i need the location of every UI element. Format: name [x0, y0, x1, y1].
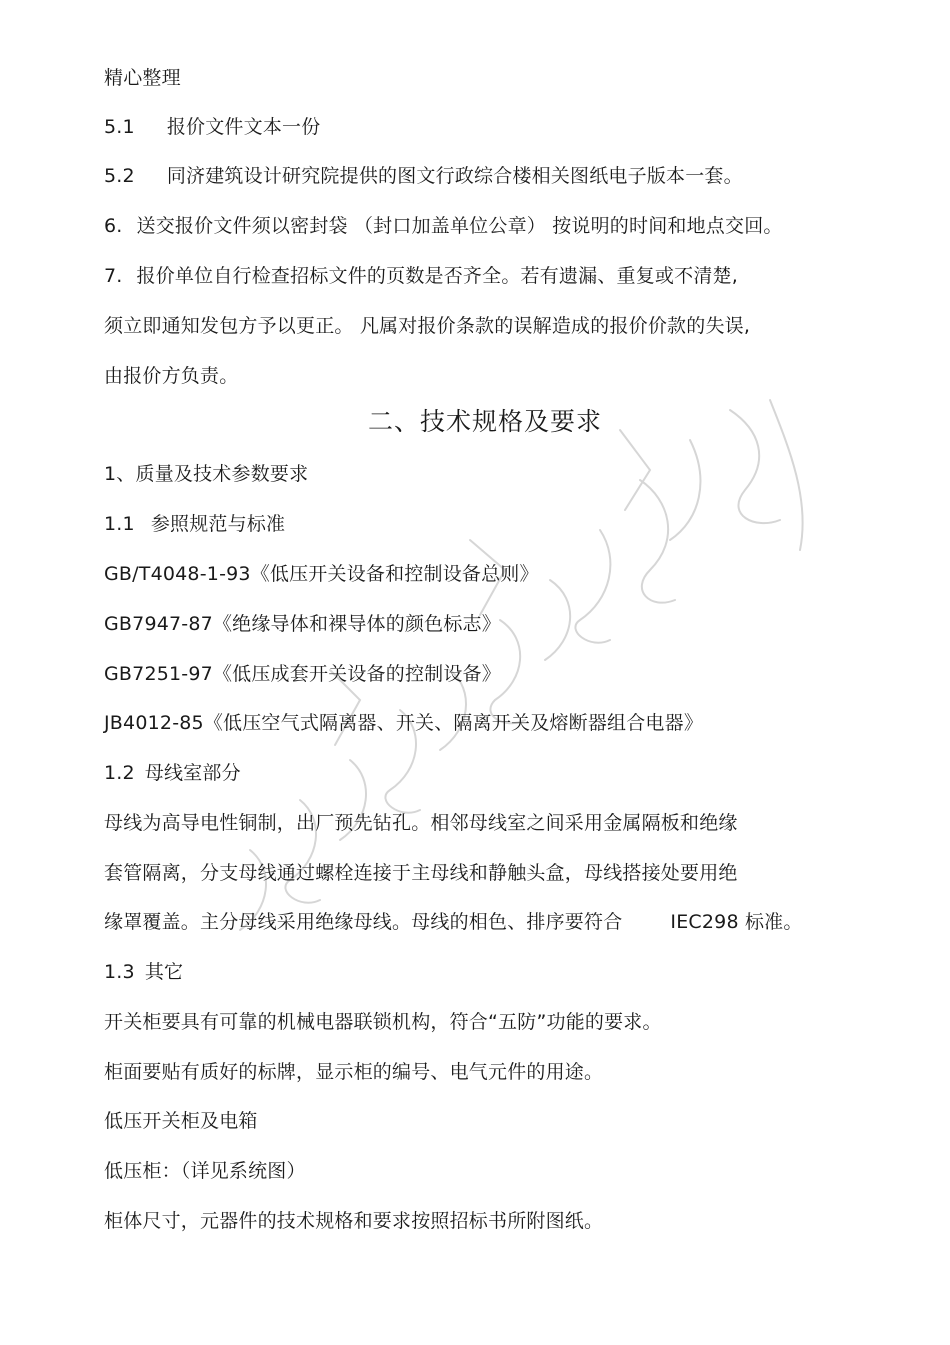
standard-item: GB7947-87《绝缘导体和裸导体的颜色标志》: [104, 613, 501, 635]
item-5-2: [104, 164, 743, 188]
subsection-title: 1、质量及技术参数要求: [104, 463, 309, 485]
subsection-heading: 母线室部分: [144, 762, 241, 784]
header-note: 精心整理: [104, 67, 181, 89]
item-6: [104, 214, 783, 238]
subsection-number: 1.2: [104, 762, 135, 784]
item-number: 5.2: [104, 165, 135, 187]
busbar-paragraph-line: [104, 910, 803, 934]
other-paragraph: 开关柜要具有可靠的机械电器联锁机构，符合“五防”功能的要求。: [104, 1011, 662, 1033]
item-number: 5.1: [104, 116, 135, 138]
item-7: [104, 264, 738, 288]
subsection-number: 1.1: [104, 513, 135, 535]
item-text: 报价单位自行检查招标文件的页数是否齐全。若有遗漏、重复或不清楚,: [136, 265, 738, 287]
item-text: 报价文件文本一份: [166, 116, 321, 138]
busbar-paragraph-line: 母线为高导电性铜制，出厂预先钻孔。相邻母线室之间采用金属隔板和绝缘: [104, 812, 738, 834]
standard-item: GB7251-97《低压成套开关设备的控制设备》: [104, 663, 501, 685]
other-paragraph: 低压柜：（详见系统图）: [104, 1160, 306, 1182]
item-text: 同济建筑设计研究院提供的图文行政综合楼相关图纸电子版本一套。: [166, 165, 743, 187]
item-number: 7.: [104, 265, 123, 287]
standard-item: GB/T4048-1-93《低压开关设备和控制设备总则》: [104, 563, 539, 585]
subsection-1-2: [104, 761, 241, 785]
item-text: 送交报价文件须以密封袋 （封口加盖单位公章） 按说明的时间和地点交回。: [136, 215, 783, 237]
subsection-number: 1.3: [104, 961, 135, 983]
subsection-heading: 参照规范与标准: [150, 513, 286, 535]
other-paragraph: 柜体尺寸，元器件的技术规格和要求按照招标书所附图纸。: [104, 1210, 604, 1232]
item-number: 6.: [104, 215, 123, 237]
standard-item: JB4012-85《低压空气式隔离器、开关、隔离开关及熔断器组合电器》: [104, 712, 704, 734]
item-7-line-2: 须立即通知发包方予以更正。 凡属对报价条款的误解造成的报价价款的失误,: [104, 315, 751, 337]
item-7-line-3: 由报价方负责。: [104, 365, 239, 387]
standard-reference: IEC298 标准。: [670, 911, 803, 933]
busbar-paragraph-line: 套管隔离，分支母线通过螺栓连接于主母线和静触头盒，母线搭接处要用绝: [104, 862, 738, 884]
busbar-text: 缘罩覆盖。主分母线采用绝缘母线。母线的相色、排序要符合: [104, 911, 623, 933]
section-title: 二、技术规格及要求: [367, 407, 602, 436]
other-paragraph: 柜面要贴有质好的标牌，显示柜的编号、电气元件的用途。: [104, 1061, 604, 1083]
subsection-1-1: [104, 512, 285, 536]
subsection-1-3: [104, 960, 183, 984]
other-paragraph: 低压开关柜及电箱: [104, 1110, 258, 1132]
item-5-1: [104, 115, 320, 139]
subsection-heading: 其它: [144, 961, 184, 983]
